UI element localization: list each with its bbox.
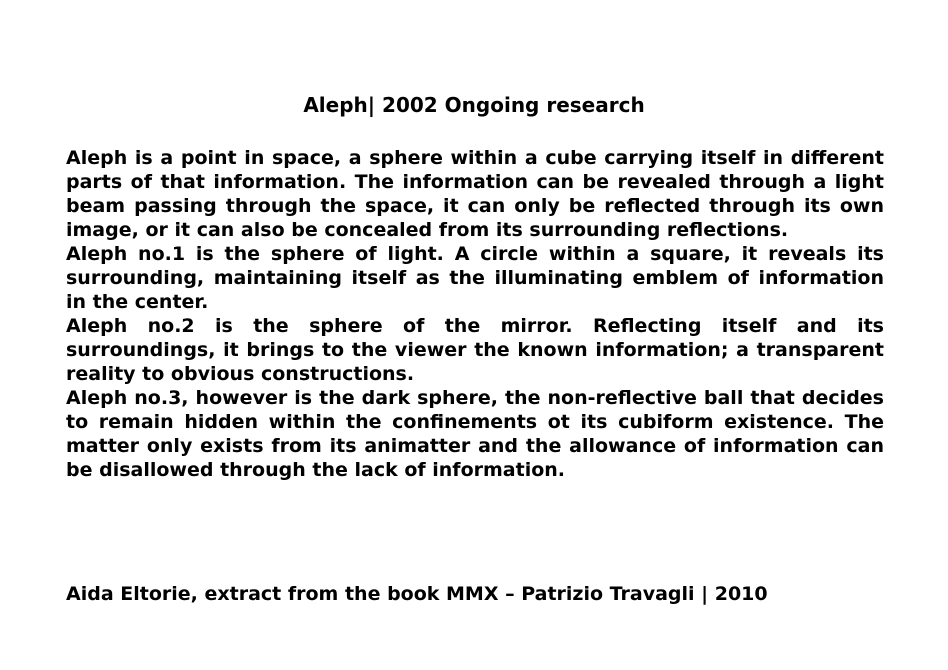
paragraph-aleph-no3: Aleph no.3, however is the dark sphere, the non-reflective ball that decides to remain hidden within the confinements ot its cubiform existence. The matter only exists from its animatter and the allowance of information can be disallowed through the lack of information. <box>66 387 884 481</box>
document-body <box>66 146 884 482</box>
document-credit: Aida Eltorie, extract from the book MMX – Patrizio Travagli | 2010 <box>66 583 768 605</box>
document-title: Aleph| 2002 Ongoing research <box>303 93 645 117</box>
paragraph-aleph-no2: Aleph no.2 is the sphere of the mirror. Reflecting itself and its surroundings, it brings to the viewer the known information; a transparent reality to obvious constructions. <box>66 315 884 385</box>
paragraph-aleph-no1: Aleph no.1 is the sphere of light. A circle within a square, it reveals its surrounding, maintaining itself as the illuminating emblem of information in the center. <box>66 243 884 313</box>
paragraph-aleph-intro: Aleph is a point in space, a sphere within a cube carrying itself in different parts of that information. The information can be revealed through a light beam passing through the space, it can only be reflected through its own image, or it can also be concealed from its surrounding reflections. <box>66 147 884 241</box>
